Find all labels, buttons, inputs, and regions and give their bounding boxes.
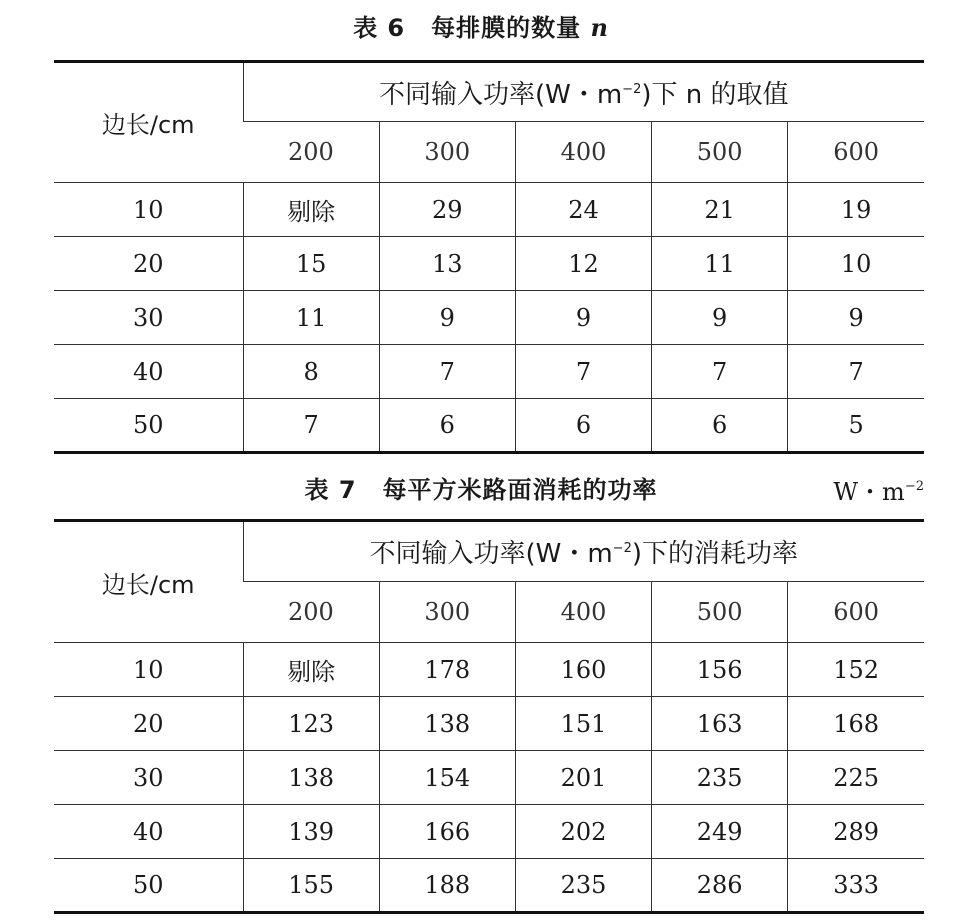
table7-column-header: 200 (243, 582, 379, 643)
table7-row-label: 10 (54, 643, 243, 697)
table6-cell: 7 (652, 345, 788, 399)
table6-row-label: 20 (54, 237, 243, 291)
table7-cell: 123 (243, 697, 379, 751)
table6-column-header: 200 (243, 122, 379, 183)
table6-title-variable: n (590, 13, 609, 42)
table7-cell: 155 (243, 859, 379, 913)
table6-cell: 11 (243, 291, 379, 345)
table-row (54, 291, 924, 345)
table7-number: 表 7 (304, 476, 357, 504)
table6-cell: 8 (243, 345, 379, 399)
table6-cell: 13 (379, 237, 515, 291)
table7-cell: 160 (515, 643, 651, 697)
table7-cell: 178 (379, 643, 515, 697)
table6-caption (0, 8, 962, 43)
table6-column-header: 400 (515, 122, 651, 183)
table7 (54, 519, 924, 914)
table7-cell: 151 (515, 697, 651, 751)
table7-cell: 163 (652, 697, 788, 751)
table7-column-header: 300 (379, 582, 515, 643)
table-row (54, 183, 924, 237)
table7-cell: 249 (652, 805, 788, 859)
table7-column-header: 500 (652, 582, 788, 643)
table6-cell: 24 (515, 183, 651, 237)
table7-row-label: 50 (54, 859, 243, 913)
table7-caption (0, 470, 962, 505)
table-row (54, 237, 924, 291)
table-row (54, 751, 924, 805)
table6-cell: 9 (652, 291, 788, 345)
table7-cell: 156 (652, 643, 788, 697)
table6-row-label: 50 (54, 399, 243, 453)
table-row (54, 805, 924, 859)
table7-row-header: 边长/cm (54, 521, 243, 643)
table6-column-group-header: 不同输入功率(W・$m^{-2}$)下 n 的取值 (243, 62, 924, 122)
table7-cell: 168 (788, 697, 924, 751)
table6 (54, 60, 924, 454)
table6-cell: 29 (379, 183, 515, 237)
table-row (54, 697, 924, 751)
table6-cell: 7 (788, 345, 924, 399)
table6-cell: 19 (788, 183, 924, 237)
table7-column-header: 400 (515, 582, 651, 643)
table7-unit: W・$m^{-2}$ (833, 478, 924, 506)
table6-row-label: 10 (54, 183, 243, 237)
table6-column-header: 500 (652, 122, 788, 183)
table7-cell: 166 (379, 805, 515, 859)
table6-cell: 6 (652, 399, 788, 453)
table6-row-label: 30 (54, 291, 243, 345)
table7-row-label: 20 (54, 697, 243, 751)
table6-title: 每排膜的数量 (431, 14, 582, 42)
table6-row-header: 边长/cm (54, 62, 243, 183)
table7-column-group-header: 不同输入功率(W・$m^{-2}$)下的消耗功率 (243, 521, 924, 582)
table7-cell: 138 (243, 751, 379, 805)
table-row (54, 643, 924, 697)
table7-cell: 139 (243, 805, 379, 859)
table6-cell: 剔除 (243, 183, 379, 237)
table7-column-header: 600 (788, 582, 924, 643)
table6-cell: 21 (652, 183, 788, 237)
table-row (54, 399, 924, 453)
table6-row-label: 40 (54, 345, 243, 399)
table6-cell: 15 (243, 237, 379, 291)
table6-cell: 7 (379, 345, 515, 399)
table7-cell: 138 (379, 697, 515, 751)
table7-cell: 235 (515, 859, 651, 913)
table6-cell: 6 (515, 399, 651, 453)
table7-cell: 225 (788, 751, 924, 805)
table7-cell: 201 (515, 751, 651, 805)
table-row (54, 859, 924, 913)
table7-row-label: 40 (54, 805, 243, 859)
table6-column-header: 300 (379, 122, 515, 183)
table6-column-header: 600 (788, 122, 924, 183)
table7-cell: 剔除 (243, 643, 379, 697)
table7-title: 每平方米路面消耗的功率 (382, 476, 658, 504)
table6-cell: 9 (379, 291, 515, 345)
table7-cell: 286 (652, 859, 788, 913)
table7-cell: 202 (515, 805, 651, 859)
table7-cell: 152 (788, 643, 924, 697)
table6-cell: 7 (515, 345, 651, 399)
table6-cell: 12 (515, 237, 651, 291)
table7-cell: 235 (652, 751, 788, 805)
table6-cell: 6 (379, 399, 515, 453)
table6-cell: 10 (788, 237, 924, 291)
table7-row-label: 30 (54, 751, 243, 805)
table7-cell: 188 (379, 859, 515, 913)
table6-cell: 7 (243, 399, 379, 453)
table6-cell: 5 (788, 399, 924, 453)
table7-cell: 289 (788, 805, 924, 859)
table6-number: 表 6 (353, 14, 406, 42)
table6-cell: 9 (515, 291, 651, 345)
table6-cell: 9 (788, 291, 924, 345)
table7-cell: 333 (788, 859, 924, 913)
table7-cell: 154 (379, 751, 515, 805)
table-row (54, 345, 924, 399)
table6-cell: 11 (652, 237, 788, 291)
